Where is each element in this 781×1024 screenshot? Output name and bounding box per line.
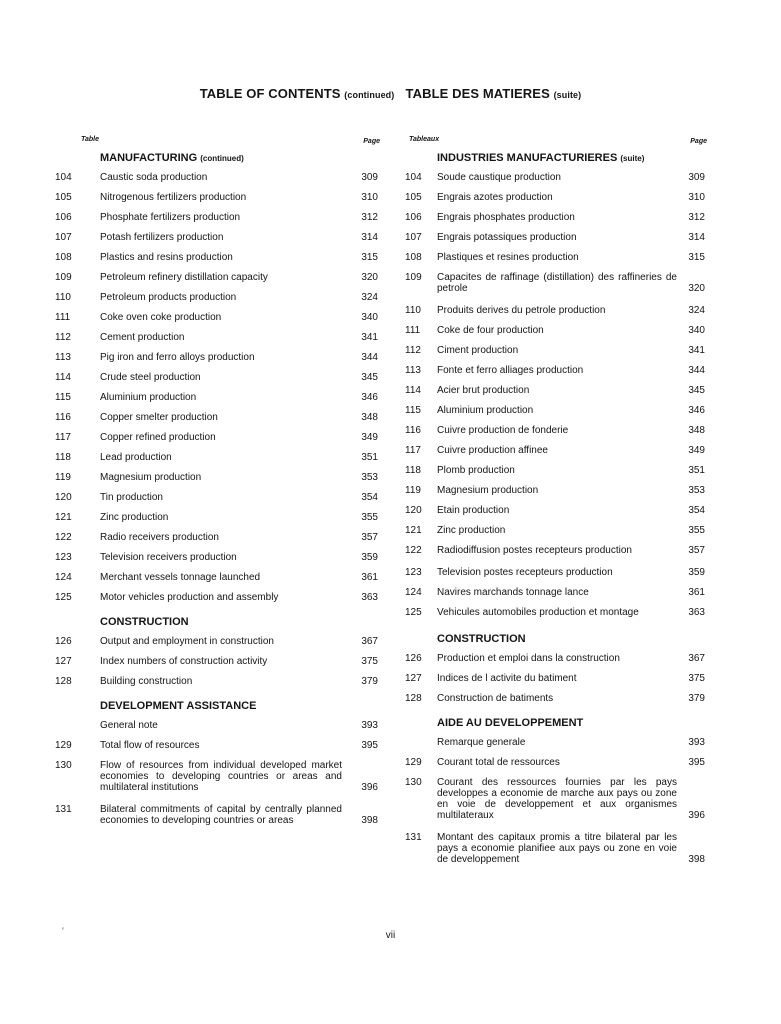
entry-title: Potash fertilizers production xyxy=(100,232,224,243)
section-heading xyxy=(55,700,380,720)
page-number-ref: 367 xyxy=(361,636,378,647)
table-number: 131 xyxy=(55,804,72,815)
toc-entry xyxy=(55,572,380,592)
toc-entry xyxy=(55,740,380,760)
toc-entry xyxy=(55,760,380,804)
toc-entry xyxy=(55,592,380,612)
toc-entry xyxy=(55,656,380,676)
page-number-ref: 361 xyxy=(688,587,705,598)
entry-title: Petroleum products production xyxy=(100,292,237,303)
entry-title: Zinc production xyxy=(100,512,169,523)
table-number: 113 xyxy=(405,365,421,376)
entry-title: Copper smelter production xyxy=(100,412,218,423)
entry-title: Coke oven coke production xyxy=(100,312,222,323)
entry-title: Building construction xyxy=(100,676,193,687)
contents-column-french xyxy=(402,134,707,876)
page-number-ref: 351 xyxy=(688,465,705,476)
table-number: 123 xyxy=(405,567,422,578)
table-number: 115 xyxy=(55,392,71,403)
entry-title: Courant total de ressources xyxy=(437,757,560,768)
table-number: 106 xyxy=(55,212,72,223)
table-number: 127 xyxy=(405,673,422,684)
toc-entry xyxy=(55,352,380,372)
page-number-ref: 312 xyxy=(361,212,378,223)
table-number: 125 xyxy=(55,592,72,603)
toc-entry xyxy=(55,272,380,292)
page-number-ref: 357 xyxy=(688,545,705,556)
entry-title: Crude steel production xyxy=(100,372,201,383)
page-label: Page xyxy=(690,138,707,145)
table-number: 125 xyxy=(405,607,422,618)
page-number-ref: 353 xyxy=(361,472,378,483)
toc-entry xyxy=(55,172,380,192)
scan-mark: ‛ xyxy=(62,926,64,936)
table-number: 118 xyxy=(55,452,71,463)
section-heading xyxy=(402,633,707,653)
page-number-ref: 375 xyxy=(688,673,705,684)
entry-title: Ciment production xyxy=(437,345,519,356)
table-number: 121 xyxy=(405,525,422,536)
toc-entry xyxy=(402,445,707,465)
entry-title: Tin production xyxy=(100,492,163,503)
page-title xyxy=(0,86,781,101)
entry-title: Output and employment in construction xyxy=(100,636,274,647)
entry-title: Bilateral commitments of capital by centrally planned economies to developing countries or areas xyxy=(100,804,342,826)
page-number-ref: 375 xyxy=(361,656,378,667)
table-number: 106 xyxy=(405,212,422,223)
table-number: 114 xyxy=(405,385,421,396)
title-fr-suffix: (suite) xyxy=(553,90,582,100)
entry-title: Plastiques et resines production xyxy=(437,252,579,263)
page-number-ref: 361 xyxy=(361,572,378,583)
section-heading xyxy=(402,152,707,172)
entry-title: Remarque generale xyxy=(437,737,526,748)
toc-entry xyxy=(55,212,380,232)
table-number: 124 xyxy=(55,572,72,583)
table-number: 129 xyxy=(405,757,422,768)
toc-entry xyxy=(402,485,707,505)
page-number-ref: 354 xyxy=(361,492,378,503)
entry-title: Index numbers of construction activity xyxy=(100,656,268,667)
page-number-ref: 310 xyxy=(361,192,378,203)
table-number: 119 xyxy=(405,485,421,496)
toc-entry xyxy=(55,392,380,412)
table-number: 115 xyxy=(405,405,421,416)
toc-entry xyxy=(402,385,707,405)
toc-entry xyxy=(55,432,380,452)
section-heading-text: DEVELOPMENT ASSISTANCE xyxy=(100,700,257,712)
page-number-ref: 355 xyxy=(688,525,705,536)
section-heading-text: INDUSTRIES MANUFACTURIERES xyxy=(437,152,618,164)
toc-entry xyxy=(402,305,707,325)
section-heading xyxy=(402,717,707,737)
toc-entry xyxy=(402,757,707,777)
entry-title: Navires marchands tonnage lance xyxy=(437,587,589,598)
entry-title: Radio receivers production xyxy=(100,532,219,543)
table-number: 128 xyxy=(405,693,422,704)
page-number-ref: 344 xyxy=(688,365,705,376)
page-number-ref: 393 xyxy=(361,720,378,731)
toc-entry xyxy=(55,552,380,572)
table-number: 127 xyxy=(55,656,72,667)
toc-entry xyxy=(402,365,707,385)
entry-title: Cuivre production de fonderie xyxy=(437,425,569,436)
page-number-ref: 314 xyxy=(361,232,378,243)
entry-title: Television postes recepteurs production xyxy=(437,567,613,578)
table-number: 109 xyxy=(405,272,422,283)
toc-entry xyxy=(402,232,707,252)
page-number-ref: 398 xyxy=(688,854,705,865)
toc-entry xyxy=(55,492,380,512)
entry-title: Montant des capitaux promis a titre bilateral par les pays a economie planifiee aux pays ou zone en voie de developpement xyxy=(437,832,677,865)
table-number: 124 xyxy=(405,587,422,598)
section-heading xyxy=(55,152,380,172)
table-number: 105 xyxy=(55,192,72,203)
entry-title: Magnesium production xyxy=(100,472,202,483)
entry-title: Radiodiffusion postes recepteurs production xyxy=(437,545,632,556)
page-number-ref: 393 xyxy=(688,737,705,748)
table-number: 121 xyxy=(55,512,72,523)
page-number-ref: 345 xyxy=(361,372,378,383)
entry-title: Indices de l activite du batiment xyxy=(437,673,577,684)
table-number: 110 xyxy=(405,305,421,316)
table-number: 110 xyxy=(55,292,71,303)
section-heading-text: MANUFACTURING xyxy=(100,152,198,164)
entry-title: Lead production xyxy=(100,452,172,463)
table-number: 116 xyxy=(55,412,71,423)
entry-title: Magnesium production xyxy=(437,485,539,496)
entry-title: Fonte et ferro alliages production xyxy=(437,365,584,376)
toc-entry xyxy=(402,425,707,445)
toc-entry xyxy=(55,452,380,472)
table-number: 130 xyxy=(55,760,72,771)
page-number-ref: 310 xyxy=(688,192,705,203)
page-number-ref: 346 xyxy=(688,405,705,416)
toc-entry xyxy=(55,252,380,272)
page-number-ref: 324 xyxy=(361,292,378,303)
table-number: 107 xyxy=(405,232,422,243)
toc-entry xyxy=(402,673,707,693)
toc-entry xyxy=(402,607,707,629)
table-number: 112 xyxy=(405,345,421,356)
table-number: 128 xyxy=(55,676,72,687)
entry-title: Engrais phosphates production xyxy=(437,212,575,223)
page-number-ref: 314 xyxy=(688,232,705,243)
toc-entry xyxy=(402,345,707,365)
column-header xyxy=(55,134,380,152)
toc-entry xyxy=(402,272,707,305)
entry-title: Construction de batiments xyxy=(437,693,554,704)
entry-title: Total flow of resources xyxy=(100,740,200,751)
toc-entry xyxy=(55,472,380,492)
table-number: 107 xyxy=(55,232,72,243)
page-number-ref: 396 xyxy=(688,810,705,821)
page-number-ref: 348 xyxy=(688,425,705,436)
entry-title: Motor vehicles production and assembly xyxy=(100,592,279,603)
entry-title: Capacites de raffinage (distillation) des raffineries de petrole xyxy=(437,272,677,294)
toc-entry xyxy=(55,720,380,740)
table-number: 122 xyxy=(405,545,422,556)
entry-title: Cement production xyxy=(100,332,185,343)
entry-title: Pig iron and ferro alloys production xyxy=(100,352,255,363)
entry-title: Engrais azotes production xyxy=(437,192,553,203)
toc-entry xyxy=(402,587,707,607)
entry-title: Flow of resources from individual developed market economies to developing countries or areas and multilateral institutions xyxy=(100,760,342,793)
table-number: 126 xyxy=(405,653,422,664)
entry-title: Coke de four production xyxy=(437,325,544,336)
table-number: 129 xyxy=(55,740,72,751)
table-number: 120 xyxy=(55,492,72,503)
table-number: 111 xyxy=(55,312,71,323)
toc-entry xyxy=(402,325,707,345)
toc-entry xyxy=(402,405,707,425)
page-number-ref: 324 xyxy=(688,305,705,316)
toc-entry xyxy=(402,172,707,192)
table-number: 113 xyxy=(55,352,71,363)
table-number: 117 xyxy=(55,432,71,443)
toc-entry xyxy=(402,545,707,567)
page-number-ref: 357 xyxy=(361,532,378,543)
page-number-ref: 344 xyxy=(361,352,378,363)
table-number: 108 xyxy=(55,252,72,263)
table-number: 104 xyxy=(55,172,72,183)
toc-entry xyxy=(402,465,707,485)
page-number-ref: 341 xyxy=(361,332,378,343)
page-number-ref: 396 xyxy=(361,782,378,793)
toc-entry xyxy=(55,292,380,312)
page-number-ref: 353 xyxy=(688,485,705,496)
table-number: 126 xyxy=(55,636,72,647)
page-number-ref: 346 xyxy=(361,392,378,403)
entry-title: Caustic soda production xyxy=(100,172,208,183)
toc-entry xyxy=(402,212,707,232)
entry-title: Etain production xyxy=(437,505,510,516)
page-number-ref: 345 xyxy=(688,385,705,396)
title-en: TABLE OF CONTENTS xyxy=(199,86,341,101)
contents-column-english xyxy=(55,134,380,837)
page-number-ref: 359 xyxy=(361,552,378,563)
page-number-ref: 340 xyxy=(361,312,378,323)
entry-title: Aluminium production xyxy=(100,392,197,403)
table-number: 123 xyxy=(55,552,72,563)
toc-entry xyxy=(402,693,707,713)
entry-title: Soude caustique production xyxy=(437,172,561,183)
toc-entry xyxy=(55,412,380,432)
entry-title: General note xyxy=(100,720,158,731)
entry-title: Cuivre production affinee xyxy=(437,445,548,456)
page-number-ref: 349 xyxy=(688,445,705,456)
column-header xyxy=(402,134,707,152)
section-heading-suffix: (continued) xyxy=(200,154,244,163)
page-number-ref: 363 xyxy=(361,592,378,603)
table-number: 117 xyxy=(405,445,421,456)
entry-title: Aluminium production xyxy=(437,405,534,416)
section-heading-suffix: (suite) xyxy=(620,154,645,163)
page-number-ref: 363 xyxy=(688,607,705,618)
page-label: Page xyxy=(363,138,380,145)
table-number: 112 xyxy=(55,332,71,343)
toc-entry xyxy=(402,777,707,832)
page-number-ref: 395 xyxy=(688,757,705,768)
table-number: 108 xyxy=(405,252,422,263)
page-number-ref: 312 xyxy=(688,212,705,223)
toc-entry xyxy=(55,312,380,332)
entry-title: Merchant vessels tonnage launched xyxy=(100,572,261,583)
table-number: 130 xyxy=(405,777,422,788)
page-number-ref: 341 xyxy=(688,345,705,356)
toc-entry xyxy=(55,332,380,352)
section-heading-text: CONSTRUCTION xyxy=(437,633,526,645)
entry-title: Vehicules automobiles production et montage xyxy=(437,607,639,618)
toc-entry xyxy=(402,653,707,673)
entry-title: Nitrogenous fertilizers production xyxy=(100,192,247,203)
toc-entry xyxy=(402,832,707,876)
table-number: 118 xyxy=(405,465,421,476)
toc-entry xyxy=(402,737,707,757)
section-heading-text: CONSTRUCTION xyxy=(100,616,189,628)
toc-entry xyxy=(55,192,380,212)
toc-entry xyxy=(402,505,707,525)
entry-title: Plastics and resins production xyxy=(100,252,233,263)
toc-entry xyxy=(55,804,380,837)
title-en-suffix: (continued) xyxy=(344,90,395,100)
page-number-ref: 367 xyxy=(688,653,705,664)
page-number-ref: 315 xyxy=(361,252,378,263)
page-number-ref: 395 xyxy=(361,740,378,751)
table-number: 120 xyxy=(405,505,422,516)
page-number-ref: 320 xyxy=(361,272,378,283)
title-fr: TABLE DES MATIERES xyxy=(405,86,550,101)
table-label: Tableaux xyxy=(409,136,440,143)
page-number-ref: 349 xyxy=(361,432,378,443)
table-number: 109 xyxy=(55,272,72,283)
entry-title: Zinc production xyxy=(437,525,506,536)
toc-entry xyxy=(55,372,380,392)
entry-title: Copper refined production xyxy=(100,432,216,443)
page-number-ref: 398 xyxy=(361,815,378,826)
toc-entry xyxy=(402,525,707,545)
page-number-ref: 359 xyxy=(688,567,705,578)
toc-entry xyxy=(55,676,380,696)
table-number: 111 xyxy=(405,325,421,336)
entry-title: Phosphate fertilizers production xyxy=(100,212,241,223)
page-number-ref: 340 xyxy=(688,325,705,336)
page-number: vii xyxy=(385,930,396,941)
entry-title: Production et emploi dans la construction xyxy=(437,653,620,664)
page-number-ref: 354 xyxy=(688,505,705,516)
table-number: 122 xyxy=(55,532,72,543)
entry-title: Courant des ressources fournies par les pays developpes a economie de marche aux pays ou zone en voie de developpement et aux organismes multilateraux xyxy=(437,777,677,821)
entry-title: Plomb production xyxy=(437,465,515,476)
entry-title: Engrais potassiques production xyxy=(437,232,577,243)
entry-title: Petroleum refinery distillation capacity xyxy=(100,272,268,283)
toc-entry xyxy=(402,252,707,272)
table-label: Table xyxy=(81,136,100,143)
table-number: 104 xyxy=(405,172,422,183)
section-heading-text: AIDE AU DEVELOPPEMENT xyxy=(437,717,584,729)
page-number-ref: 379 xyxy=(688,693,705,704)
toc-entry xyxy=(402,567,707,587)
toc-entry xyxy=(55,232,380,252)
table-number: 114 xyxy=(55,372,71,383)
entry-title: Acier brut production xyxy=(437,385,530,396)
table-number: 105 xyxy=(405,192,422,203)
toc-entry xyxy=(402,192,707,212)
page-number-ref: 315 xyxy=(688,252,705,263)
page-number-ref: 320 xyxy=(688,283,705,294)
toc-entry xyxy=(55,636,380,656)
page-number-ref: 309 xyxy=(688,172,705,183)
section-heading xyxy=(55,616,380,636)
page-number-ref: 309 xyxy=(361,172,378,183)
table-number: 119 xyxy=(55,472,71,483)
entry-title: Television receivers production xyxy=(100,552,237,563)
toc-entry xyxy=(55,532,380,552)
page-number-ref: 351 xyxy=(361,452,378,463)
page-number-ref: 355 xyxy=(361,512,378,523)
toc-entry xyxy=(55,512,380,532)
table-number: 116 xyxy=(405,425,421,436)
page-number-ref: 379 xyxy=(361,676,378,687)
entry-title: Produits derives du petrole production xyxy=(437,305,606,316)
page-number-ref: 348 xyxy=(361,412,378,423)
table-number: 131 xyxy=(405,832,422,843)
